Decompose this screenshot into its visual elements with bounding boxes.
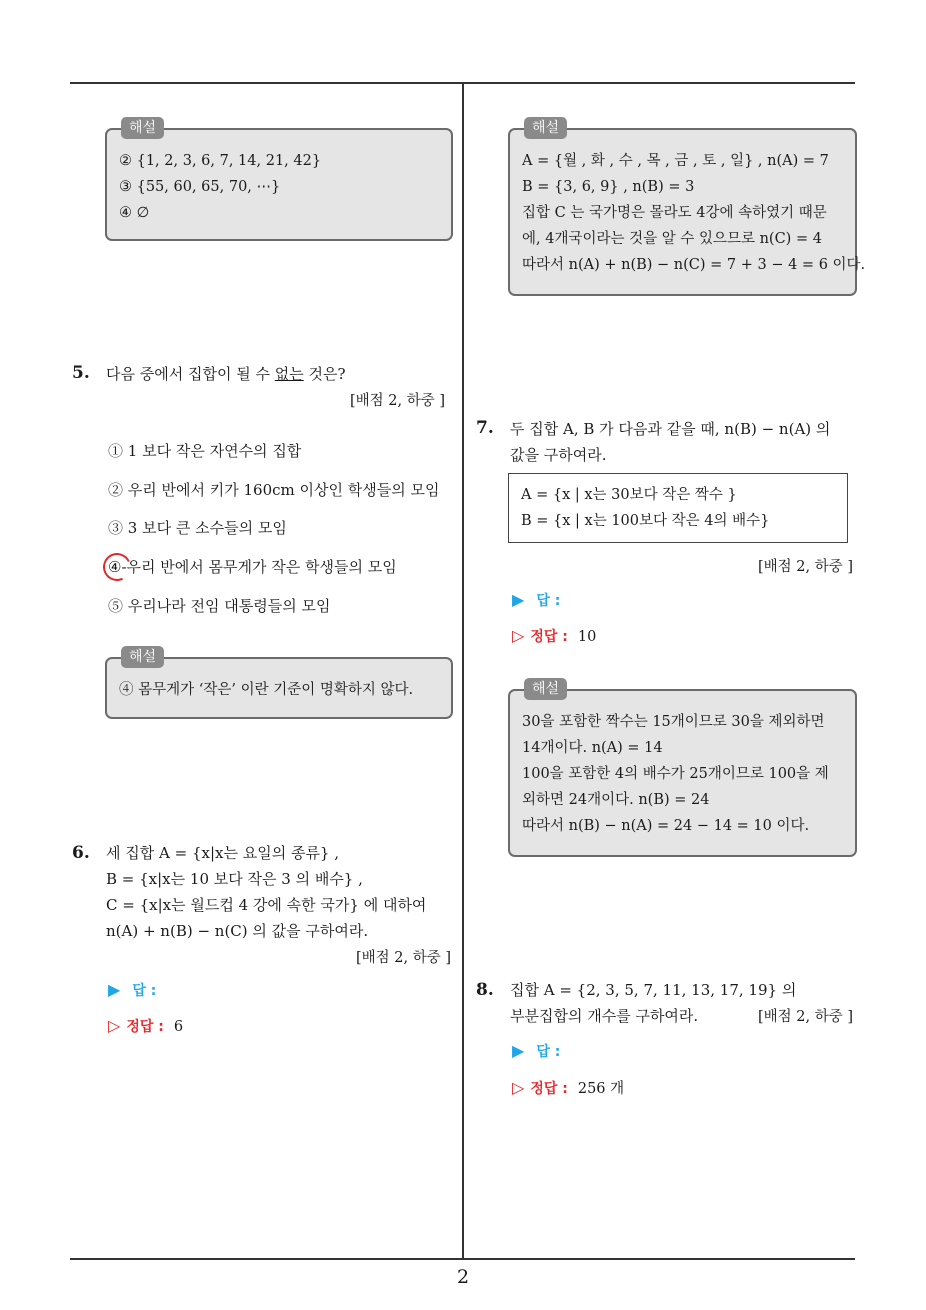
- question-6-line: C = {x|x는 월드컵 4 강에 속한 국가} 에 대하여: [106, 896, 427, 914]
- correct-value: 10: [577, 629, 597, 645]
- correct-value: 6: [173, 1019, 184, 1035]
- explanation-line: ④ ∅: [119, 205, 150, 221]
- question-6-line: B = {x|x는 10 보다 작은 3 의 배수} ,: [106, 870, 363, 888]
- bottom-rule: [70, 1258, 855, 1260]
- question-5-number: 5.: [72, 363, 90, 383]
- explanation-tag: 해설: [524, 678, 567, 700]
- explanation-line: 에, 4개국이라는 것을 알 수 있으므로 n(C) = 4: [522, 231, 822, 247]
- play-arrow-icon: ▶: [512, 590, 525, 609]
- question-8-line: 부분집합의 개수를 구하여라.: [510, 1007, 699, 1025]
- question-8-line: 집합 A = {2, 3, 5, 7, 11, 13, 17, 19} 의: [510, 981, 797, 999]
- play-arrow-icon: ▶: [512, 1041, 525, 1060]
- question-6-correct-row: ▷ 정답 : 6: [108, 1016, 184, 1035]
- set-line: B = {x | x는 100보다 작은 4의 배수}: [521, 513, 770, 529]
- question-7-answer-row[interactable]: ▶ 답 :: [512, 590, 561, 609]
- question-8-number: 8.: [476, 980, 494, 1000]
- explanation-tag: 해설: [524, 117, 567, 139]
- explanation-line: ④ 몸무게가 ‘작은’ 이란 기준이 명확하지 않다.: [119, 682, 414, 698]
- outline-arrow-icon: ▷: [512, 626, 525, 645]
- question-7-correct-row: ▷ 정답 : 10: [512, 626, 597, 645]
- question-6-answer-row[interactable]: ▶ 답 :: [108, 980, 157, 999]
- page-number: 2: [456, 1266, 470, 1288]
- option-4[interactable]: ④-우리 반에서 몸무게가 작은 학생들의 모임: [108, 558, 397, 576]
- correct-value: 256 개: [577, 1081, 625, 1097]
- option-1[interactable]: ① 1 보다 작은 자연수의 집합: [108, 442, 302, 460]
- explanation-line: A = {월 , 화 , 수 , 목 , 금 , 토 , 일} , n(A) = 7: [522, 153, 829, 169]
- column-divider: [462, 84, 464, 1258]
- question-8-meta: [배점 2, 하중 ]: [758, 1009, 854, 1025]
- explanation-line: B = {3, 6, 9} , n(B) = 3: [522, 179, 695, 195]
- question-8-answer-row[interactable]: ▶ 답 :: [512, 1041, 561, 1060]
- explanation-box-q7: [508, 681, 857, 857]
- answer-circle-mark: ④: [108, 558, 122, 576]
- explanation-line: 따라서 n(B) − n(A) = 24 − 14 = 10 이다.: [522, 818, 810, 834]
- underlined-word: 없는: [274, 365, 304, 383]
- explanation-tag: 해설: [121, 646, 164, 668]
- outline-arrow-icon: ▷: [512, 1078, 525, 1097]
- explanation-line: 14개이다. n(A) = 14: [522, 740, 663, 756]
- explanation-line: ② {1, 2, 3, 6, 7, 14, 21, 42}: [119, 153, 322, 169]
- explanation-line: 외하면 24개이다. n(B) = 24: [522, 792, 710, 808]
- question-7-meta: [배점 2, 하중 ]: [758, 559, 854, 575]
- question-7-line: 값을 구하여라.: [510, 446, 607, 464]
- explanation-line: ③ {55, 60, 65, 70, ⋯}: [119, 179, 281, 195]
- explanation-line: 집합 C 는 국가명은 몰라도 4강에 속하였기 때문: [522, 205, 827, 221]
- question-7-number: 7.: [476, 418, 494, 438]
- explanation-box-q4: [105, 120, 453, 241]
- explanation-line: 30을 포함한 짝수는 15개이므로 30을 제외하면: [522, 714, 825, 730]
- question-6-line: 세 집합 A = {x|x는 요일의 종류} ,: [106, 844, 340, 862]
- outline-arrow-icon: ▷: [108, 1016, 121, 1035]
- question-6-number: 6.: [72, 843, 90, 863]
- option-2[interactable]: ② 우리 반에서 키가 160cm 이상인 학생들의 모임: [108, 481, 440, 499]
- question-7-line: 두 집합 A, B 가 다음과 같을 때, n(B) − n(A) 의: [510, 420, 831, 438]
- option-3[interactable]: ③ 3 보다 큰 소수들의 모임: [108, 519, 287, 537]
- explanation-box-q6: [508, 120, 866, 296]
- set-line: A = {x | x는 30보다 작은 짝수 }: [521, 487, 737, 503]
- question-6-line: n(A) + n(B) − n(C) 의 값을 구하여라.: [106, 922, 369, 940]
- explanation-tag: 해설: [121, 117, 164, 139]
- set-definition-box: [508, 473, 848, 543]
- explanation-box-q5: [105, 649, 453, 719]
- option-5[interactable]: ⑤ 우리나라 전임 대통령들의 모임: [108, 597, 331, 615]
- play-arrow-icon: ▶: [108, 980, 121, 999]
- question-6-meta: [배점 2, 하중 ]: [356, 950, 452, 966]
- question-8-correct-row: ▷ 정답 : 256 개: [512, 1078, 625, 1097]
- question-5-meta: [배점 2, 하중 ]: [350, 393, 446, 409]
- question-5-text: 다음 중에서 집합이 될 수 없는 것은?: [106, 365, 346, 383]
- explanation-line: 100을 포함한 4의 배수가 25개이므로 100을 제: [522, 766, 829, 782]
- explanation-line: 따라서 n(A) + n(B) − n(C) = 7 + 3 − 4 = 6 이다.: [522, 257, 866, 273]
